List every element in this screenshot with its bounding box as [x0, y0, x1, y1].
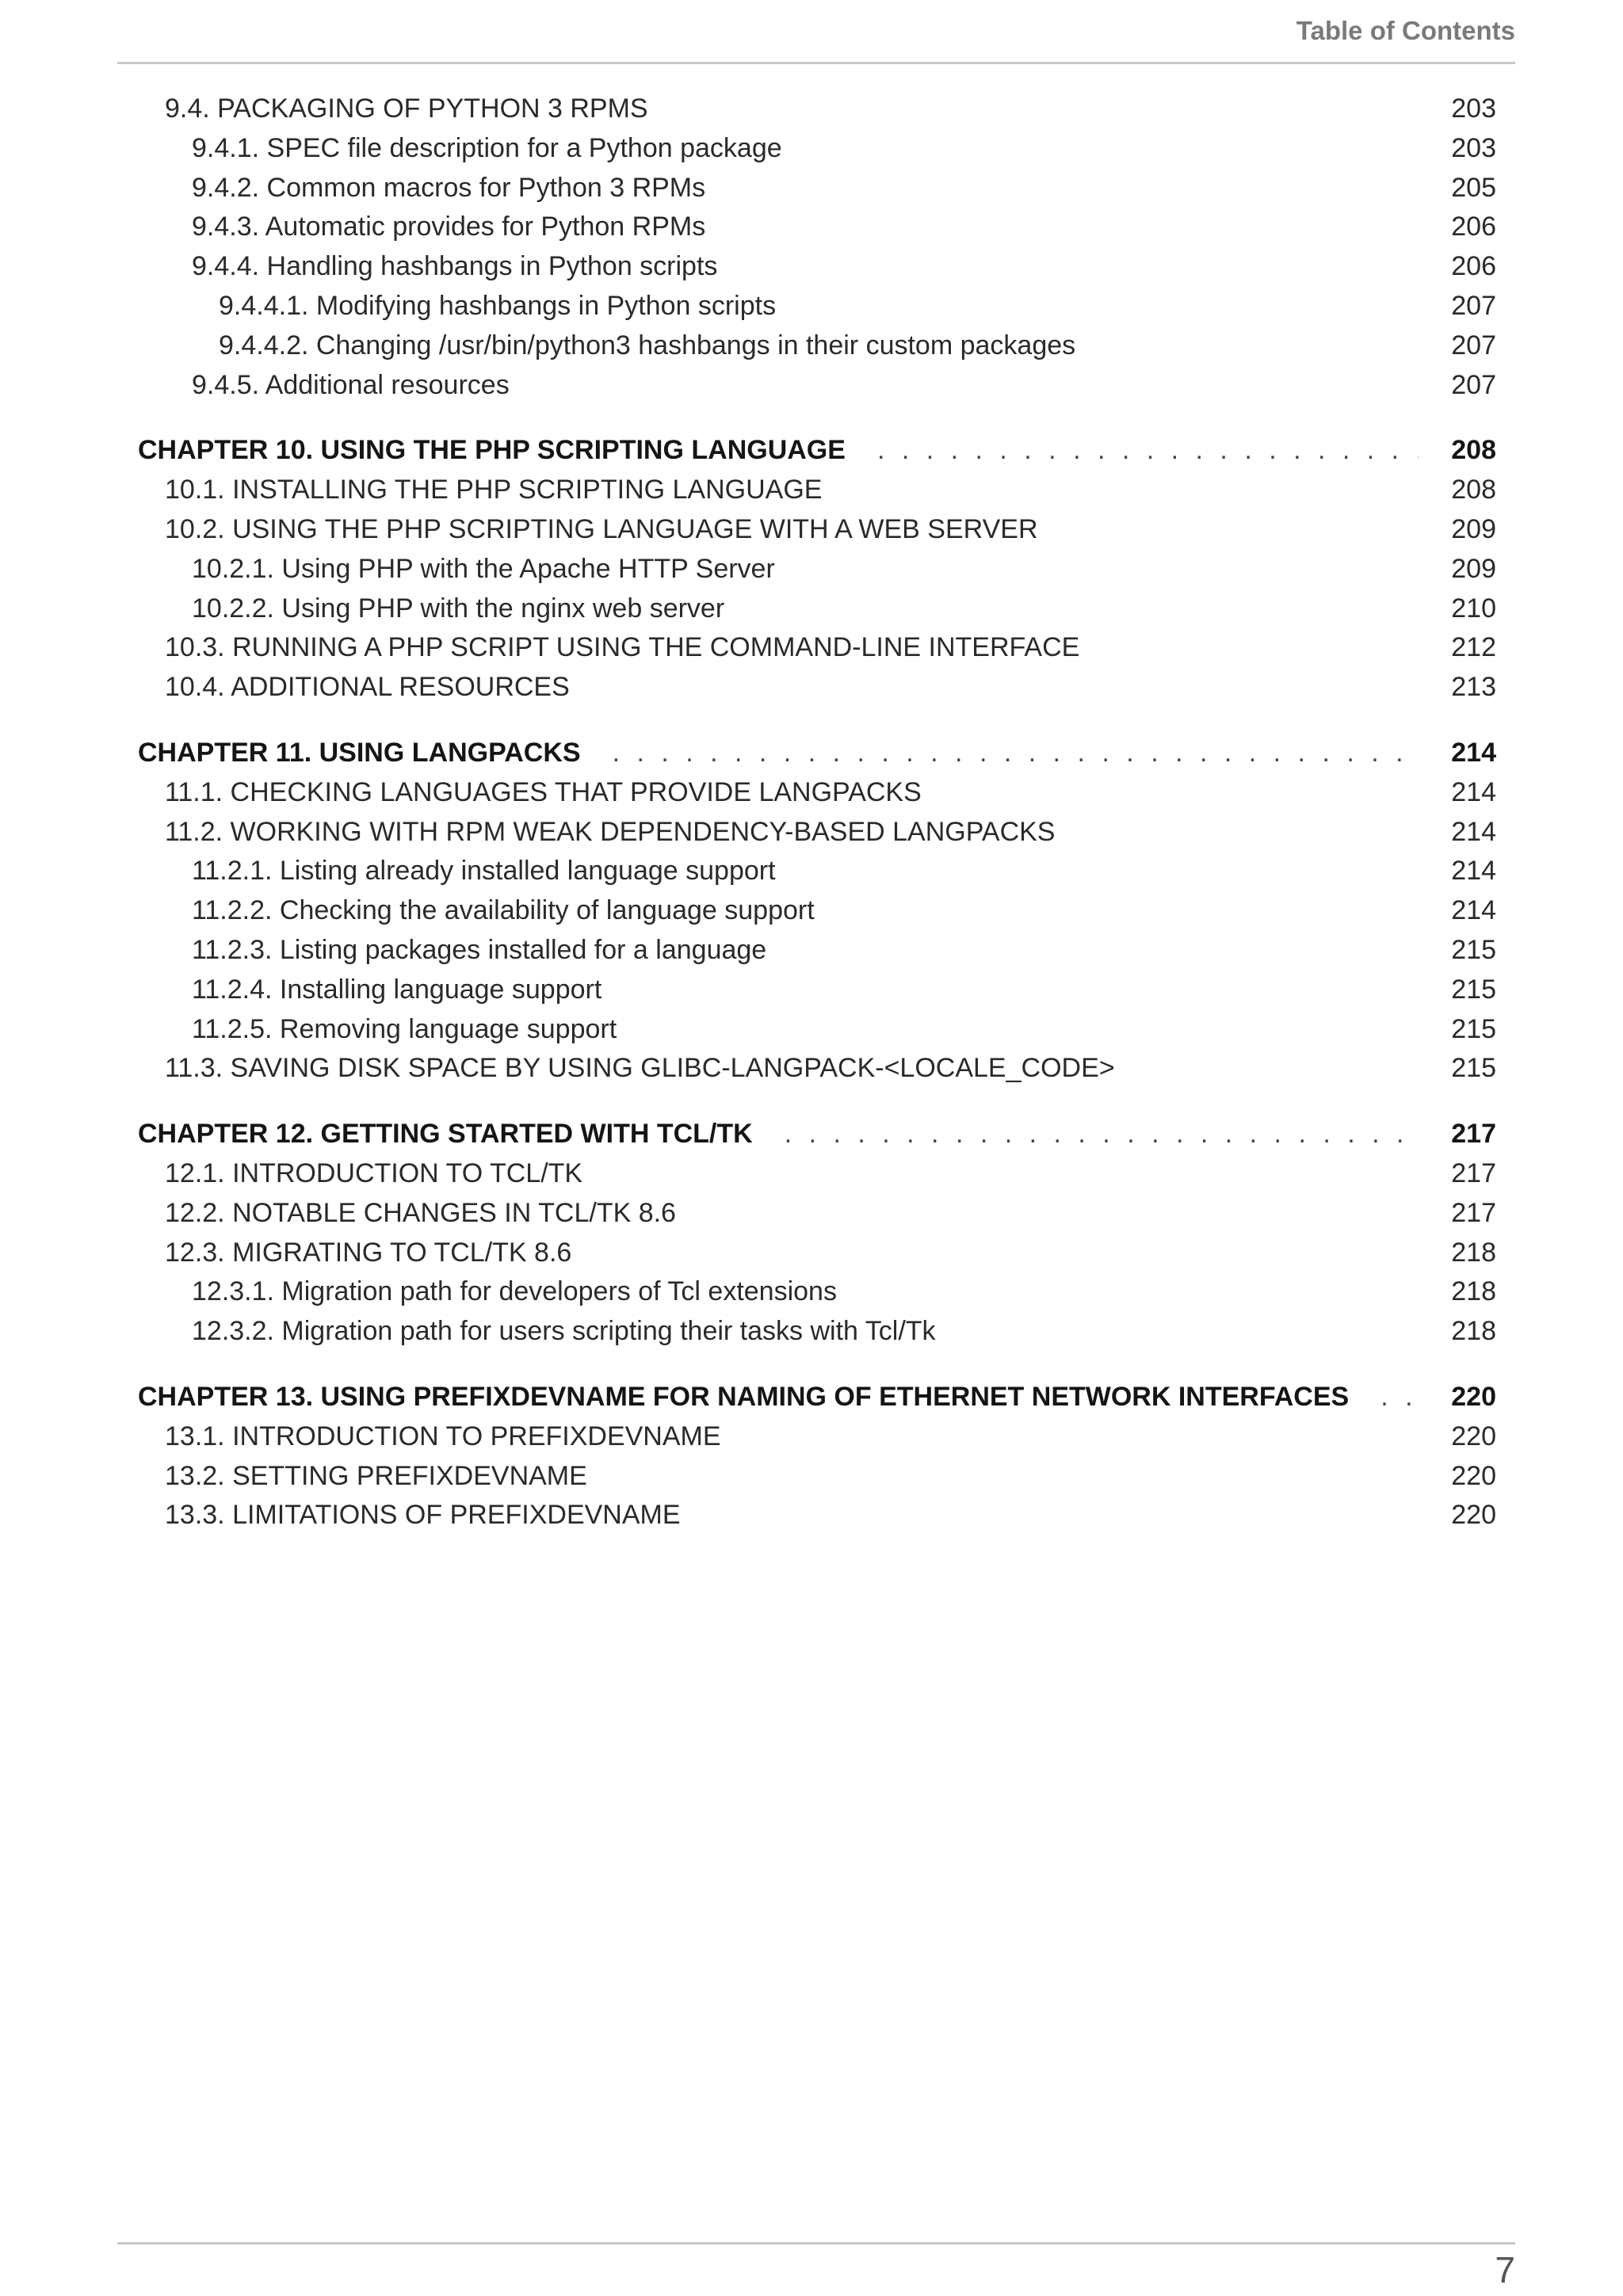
- toc-entry-page-number: 217: [1451, 1158, 1496, 1188]
- toc-section-entry[interactable]: [0, 247, 1496, 285]
- toc-section-entry[interactable]: [0, 852, 1496, 890]
- toc-entry-label: CHAPTER 12. GETTING STARTED WITH TCL/TK: [138, 1119, 753, 1150]
- toc-entry-page-number: 205: [1451, 172, 1496, 203]
- toc-entry-page-number: 207: [1451, 369, 1496, 400]
- toc-entry-page-number: 209: [1451, 514, 1496, 544]
- toc-entry-label: 9.4.4.2. Changing /usr/bin/python3 hashbangs in their custom packages: [219, 330, 1076, 360]
- toc-entry-label: 10.4. ADDITIONAL RESOURCES: [165, 672, 570, 703]
- toc-entry-page-number: 203: [1451, 93, 1496, 124]
- toc-section-entry[interactable]: [0, 326, 1496, 364]
- toc-entry-label: 9.4.4. Handling hashbangs in Python scripts: [192, 251, 718, 282]
- toc-entry-label: 10.2. USING THE PHP SCRIPTING LANGUAGE WITH A WEB SERVER: [165, 514, 1038, 544]
- page-number: 7: [1495, 2249, 1515, 2290]
- toc-entry-label: 10.1. INSTALLING THE PHP SCRIPTING LANGUAGE: [165, 475, 823, 505]
- toc-section-entry[interactable]: [0, 773, 1496, 811]
- toc-entry-label: 10.2.1. Using PHP with the Apache HTTP Server: [192, 553, 775, 584]
- toc-entry-label: 11.2.3. Listing packages installed for a language: [192, 935, 767, 965]
- toc-entry-page-number: 215: [1451, 1013, 1496, 1044]
- toc-entry-label: 9.4.5. Additional resources: [192, 369, 510, 400]
- toc-entry-label: 11.2. WORKING WITH RPM WEAK DEPENDENCY-BASED LANGPACKS: [165, 816, 1056, 847]
- toc-entry-label: 12.3. MIGRATING TO TCL/TK 8.6: [165, 1237, 572, 1268]
- toc-entry-page-number: 215: [1451, 1053, 1496, 1084]
- toc-section-entry[interactable]: [0, 1417, 1496, 1455]
- toc-entry-label: 11.3. SAVING DISK SPACE BY USING GLIBC-LANGPACK-<LOCALE_CODE>: [165, 1053, 1115, 1084]
- toc-entry-page-number: 214: [1451, 816, 1496, 847]
- toc-entry-label: 13.2. SETTING PREFIXDEVNAME: [165, 1460, 587, 1491]
- toc-chapter-entry[interactable]: [0, 1115, 1496, 1153]
- toc-entry-label: 9.4. PACKAGING OF PYTHON 3 RPMS: [165, 93, 648, 124]
- toc-entry-label: 13.3. LIMITATIONS OF PREFIXDEVNAME: [165, 1500, 681, 1531]
- toc-entry-page-number: 220: [1451, 1460, 1496, 1491]
- toc-section-entry[interactable]: [0, 668, 1496, 706]
- dot-leader: [877, 431, 1419, 469]
- toc-section-entry[interactable]: [0, 1049, 1496, 1087]
- toc-entry-label: 10.2.2. Using PHP with the nginx web server: [192, 593, 725, 624]
- toc-section-entry[interactable]: [0, 1234, 1496, 1272]
- toc-section-entry[interactable]: [0, 208, 1496, 246]
- toc-entry-page-number: 214: [1451, 738, 1496, 768]
- toc-entry-label: 9.4.1. SPEC file description for a Python package: [192, 132, 782, 163]
- toc-entry-page-number: 208: [1451, 435, 1496, 466]
- toc-entry-page-number: 210: [1451, 593, 1496, 624]
- toc-entry-page-number: 220: [1451, 1382, 1496, 1412]
- toc-section-entry[interactable]: [0, 287, 1496, 325]
- toc-section-entry[interactable]: [0, 1010, 1496, 1048]
- toc-entry-page-number: 215: [1451, 974, 1496, 1005]
- toc-entry-page-number: 203: [1451, 132, 1496, 163]
- toc-entry-page-number: 213: [1451, 672, 1496, 703]
- toc-entry-page-number: 206: [1451, 251, 1496, 282]
- toc-entry-page-number: 207: [1451, 330, 1496, 360]
- toc-entry-page-number: 218: [1451, 1276, 1496, 1307]
- toc-section-entry[interactable]: [0, 1312, 1496, 1350]
- toc-entry-page-number: 214: [1451, 856, 1496, 887]
- toc-entry-page-number: 217: [1451, 1119, 1496, 1150]
- running-header-title: Table of Contents: [1296, 16, 1515, 45]
- toc-section-entry[interactable]: [0, 550, 1496, 588]
- toc-entry-label: CHAPTER 11. USING LANGPACKS: [138, 738, 581, 768]
- toc-entry-label: 9.4.3. Automatic provides for Python RPMs: [192, 212, 706, 242]
- toc-section-entry[interactable]: [0, 589, 1496, 627]
- toc-section-entry[interactable]: [0, 1194, 1496, 1232]
- toc-entry-label: 9.4.4.1. Modifying hashbangs in Python scripts: [219, 291, 777, 321]
- toc-section-entry[interactable]: [0, 628, 1496, 666]
- dot-leader: [613, 734, 1419, 772]
- toc-section-entry[interactable]: [0, 90, 1496, 128]
- toc-entry-label: 12.3.1. Migration path for developers of Tcl extensions: [192, 1276, 837, 1307]
- toc-entry-page-number: 208: [1451, 475, 1496, 505]
- toc-entry-page-number: 218: [1451, 1237, 1496, 1268]
- toc-entry-label: 12.2. NOTABLE CHANGES IN TCL/TK 8.6: [165, 1197, 676, 1228]
- toc-chapter-entry[interactable]: [0, 734, 1496, 772]
- toc-section-entry[interactable]: [0, 813, 1496, 851]
- toc-section-entry[interactable]: [0, 971, 1496, 1009]
- toc-section-entry[interactable]: [0, 1496, 1496, 1534]
- toc-entry-label: 12.1. INTRODUCTION TO TCL/TK: [165, 1158, 583, 1188]
- toc-entry-label: CHAPTER 10. USING THE PHP SCRIPTING LANGUAGE: [138, 435, 846, 466]
- toc-section-entry[interactable]: [0, 129, 1496, 167]
- toc-entry-label: 11.1. CHECKING LANGUAGES THAT PROVIDE LANGPACKS: [165, 776, 922, 807]
- toc-entry-page-number: 206: [1451, 212, 1496, 242]
- toc-entry-page-number: 217: [1451, 1197, 1496, 1228]
- toc-section-entry[interactable]: [0, 891, 1496, 929]
- toc-section-entry[interactable]: [0, 510, 1496, 548]
- toc-entry-page-number: 212: [1451, 632, 1496, 663]
- toc-entry-page-number: 214: [1451, 895, 1496, 926]
- toc-entry-label: 12.3.2. Migration path for users scripting their tasks with Tcl/Tk: [192, 1316, 936, 1347]
- toc-section-entry[interactable]: [0, 169, 1496, 207]
- toc-entry-label: 11.2.5. Removing language support: [192, 1013, 617, 1044]
- toc-entry-page-number: 214: [1451, 776, 1496, 807]
- toc-section-entry[interactable]: [0, 471, 1496, 509]
- footer-rule: [117, 2242, 1515, 2245]
- toc-entry-page-number: 218: [1451, 1316, 1496, 1347]
- dot-leader: [785, 1115, 1419, 1153]
- toc-entry-page-number: 220: [1451, 1421, 1496, 1451]
- toc-entry-label: 11.2.4. Installing language support: [192, 974, 602, 1005]
- toc-entry-label: 11.2.1. Listing already installed language support: [192, 856, 776, 887]
- toc-entry-page-number: 220: [1451, 1500, 1496, 1531]
- toc-entry-page-number: 215: [1451, 935, 1496, 965]
- toc-chapter-entry[interactable]: [0, 431, 1496, 469]
- toc-section-entry[interactable]: [0, 1272, 1496, 1310]
- toc-entry-label: CHAPTER 13. USING PREFIXDEVNAME FOR NAMING OF ETHERNET NETWORK INTERFACES: [138, 1382, 1350, 1412]
- toc-entry-page-number: 209: [1451, 553, 1496, 584]
- toc-section-entry[interactable]: [0, 931, 1496, 969]
- toc-section-entry[interactable]: [0, 366, 1496, 404]
- toc-section-entry[interactable]: [0, 1154, 1496, 1192]
- toc-entry-page-number: 207: [1451, 291, 1496, 321]
- toc-section-entry[interactable]: [0, 1457, 1496, 1495]
- toc-entry-label: 10.3. RUNNING A PHP SCRIPT USING THE COMMAND-LINE INTERFACE: [165, 632, 1080, 663]
- dot-leader: [1381, 1378, 1419, 1416]
- toc-chapter-entry[interactable]: [0, 1378, 1496, 1416]
- toc-entry-label: 11.2.2. Checking the availability of language support: [192, 895, 815, 926]
- toc-entry-label: 13.1. INTRODUCTION TO PREFIXDEVNAME: [165, 1421, 721, 1451]
- toc-entry-label: 9.4.2. Common macros for Python 3 RPMs: [192, 172, 706, 203]
